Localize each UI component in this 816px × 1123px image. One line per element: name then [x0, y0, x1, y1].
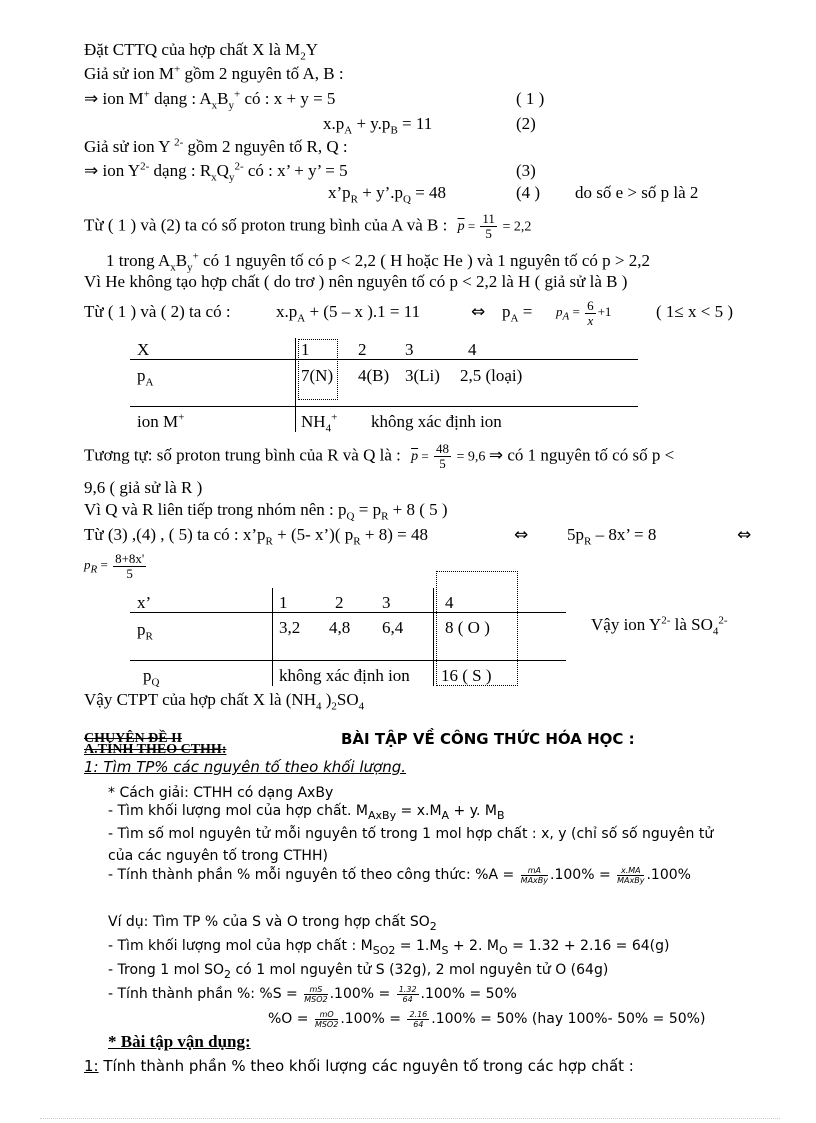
- eq-number-4: (4 ): [516, 183, 541, 202]
- chapter-label: CHUYÊN ĐỀ II: [84, 731, 183, 746]
- line-one-in-axby: 1 trong $A_xB_y^+$ có 1 nguyên tố có p < 2,2 ( H hoặc He ) và 1 nguyên tố có p > 2,2: [106, 250, 650, 274]
- eq-note: do số e > số p là 2: [575, 183, 699, 202]
- eq-range: ( 1≤ x < 5 ): [656, 302, 733, 321]
- page-bottom-divider: [40, 1118, 780, 1119]
- implies-icon: ⇒: [84, 161, 99, 181]
- eq-pr-fraction: $p_R$ = $\frac{8+8x'}{5}$: [84, 550, 145, 581]
- equivalent-icon: ⇔: [737, 525, 752, 545]
- ion-y-result: Vậy ion $Y^{2-}$ là $SO_4^{2-}$: [591, 614, 728, 638]
- eq-number-3: (3): [516, 161, 536, 180]
- method-note: * Cách giải: CTHH có dạng AxBy: [108, 785, 334, 801]
- eq-pa: $x.p_A + (5 - x$ ).1 = 11: [276, 302, 421, 325]
- fraction-48-5: $\frac{48}{5}$: [435, 441, 449, 471]
- line-eq2: $x.p_A + y.p_B = 11$: [323, 114, 433, 137]
- line-ctpt-result: Vậy CTPT của hợp chất X là ($NH_4$ )$_2SO_4$: [84, 690, 365, 713]
- line-assume-m: Giả sử ion M+ gồm 2 nguyên tố A, B :: [84, 63, 344, 83]
- line-solve-pr: Từ (3) ,(4) , ( 5) ta có : $x’p_R + (5-$ x’)( $p_R + 8) = 48$: [84, 525, 428, 548]
- line-average-rq: Tương tự: số proton trung bình của R và Q là : $\overline{p}$ = $\frac{48}{5}$ = 9,6 ⇒ có 1 nguyên tố có số p <: [84, 441, 675, 471]
- line-solve-pa: Từ ( 1 ) và ( 2) ta có :: [84, 302, 231, 321]
- line-assume-r: 9,6 ( giả sử là R ): [84, 478, 203, 497]
- implies-icon: ⇒: [488, 445, 504, 466]
- exercise-1: 1: Tính thành phần % theo khối lượng các nguyên tố trong các hợp chất :: [84, 1057, 634, 1075]
- line-qr-relation: Vì Q và R liên tiếp trong nhóm nên : $p_Q = p_R + 8$ ( 5 ): [84, 500, 448, 523]
- equivalent-icon: ⇔: [514, 525, 529, 545]
- line-formula-intro: Đặt CTTQ của hợp chất X là $M_2Y$: [84, 40, 319, 63]
- line-eq1: ⇒ ion M+ dạng : $A_xB_y^+$ có : x + y = 5: [84, 88, 336, 112]
- eq-pa-result: $p_A$ =: [502, 302, 533, 325]
- chapter-title: BÀI TẬP VỀ CÔNG THỨC HÓA HỌC :: [341, 730, 635, 748]
- eq-pr-linear: $5p_R - 8x$’ = 8: [567, 525, 657, 548]
- line-he-note: Vì He không tạo hợp chất ( do trơ ) nên nguyên tố có p < 2,2 là H ( giả sử là B ): [84, 272, 628, 291]
- method-step-1: - Tìm khối lượng mol của hợp chất. $M_{AxBy} = x.M_A + y$. $M_B$: [108, 803, 505, 822]
- example-title: Ví dụ: Tìm TP % của S và O trong hợp chất $SO_2$: [108, 914, 437, 933]
- eq-number-1: ( 1 ): [516, 89, 545, 108]
- method-step-2: - Tìm số mol nguyên tử mỗi nguyên tố trong 1 mol hợp chất : x, y (chỉ số số nguyên tử: [108, 826, 714, 842]
- eq-pa-fraction: $p_A$ = $\frac{6}{x}$ +1: [556, 297, 612, 328]
- line-eq4: $x’p_R$ + $y’.p_Q = 48$: [328, 183, 447, 206]
- eq-number-2: (2): [516, 114, 536, 133]
- method-step-2-cont: của các nguyên tố trong CTHH): [108, 848, 328, 864]
- fraction-11-5: $\frac{11}{5}$: [482, 211, 495, 241]
- line-eq3: ⇒ ion $Y^{2-}$ dạng : $R_xQ_y^{2-}$ có : x’ + y’ = 5: [84, 160, 348, 184]
- exercise-heading: * Bài tập vận dụng:: [108, 1032, 251, 1051]
- method-step-3: - Tính thành phần % mỗi nguyên tố theo công thức: %A = $\frac{mA}{\text{MAxBy}}$ .100% = $\frac{x.MA}{\text{MAxBy}}$ .100%: [108, 865, 691, 885]
- example-step-1: - Tìm khối lượng mol của hợp chất : $M_{SO2} = 1.M_S + 2$. $M_O = 1.32 + 2.16 = 64(g)$: [108, 938, 670, 957]
- example-step-3: - Tính thành phần %: %S = $\frac{mS}{\text{MSO2}}$ .100% = $\frac{1.32}{64}$ .100% = 50%: [108, 984, 517, 1004]
- implies-icon: ⇒: [84, 89, 99, 109]
- example-step-4: %O = $\frac{mO}{\text{MSO2}}$ .100% = $\frac{2.16}{64}$ .100% = 50% (hay 100%- 50% = 50%): [268, 1009, 706, 1029]
- line-average-ab: Từ ( 1 ) và (2) ta có số proton trung bình của A và B : $\overline{p}$ = $\frac{11}{5}$ = 2,2: [84, 211, 532, 241]
- example-step-2: - Trong 1 mol $SO_2$ có 1 mol nguyên tử S (32g), 2 mol nguyên tử O (64g): [108, 962, 609, 981]
- section-a-heading: A.TÍNH THEO CTHH:: [84, 742, 227, 757]
- equivalent-icon: ⇔: [471, 302, 486, 322]
- line-assume-y: Giả sử ion Y $^{2-}$ gồm 2 nguyên tố R, Q :: [84, 136, 348, 156]
- subsection-1-heading: 1: Tìm TP% các nguyên tố theo khối lượng.: [84, 758, 407, 776]
